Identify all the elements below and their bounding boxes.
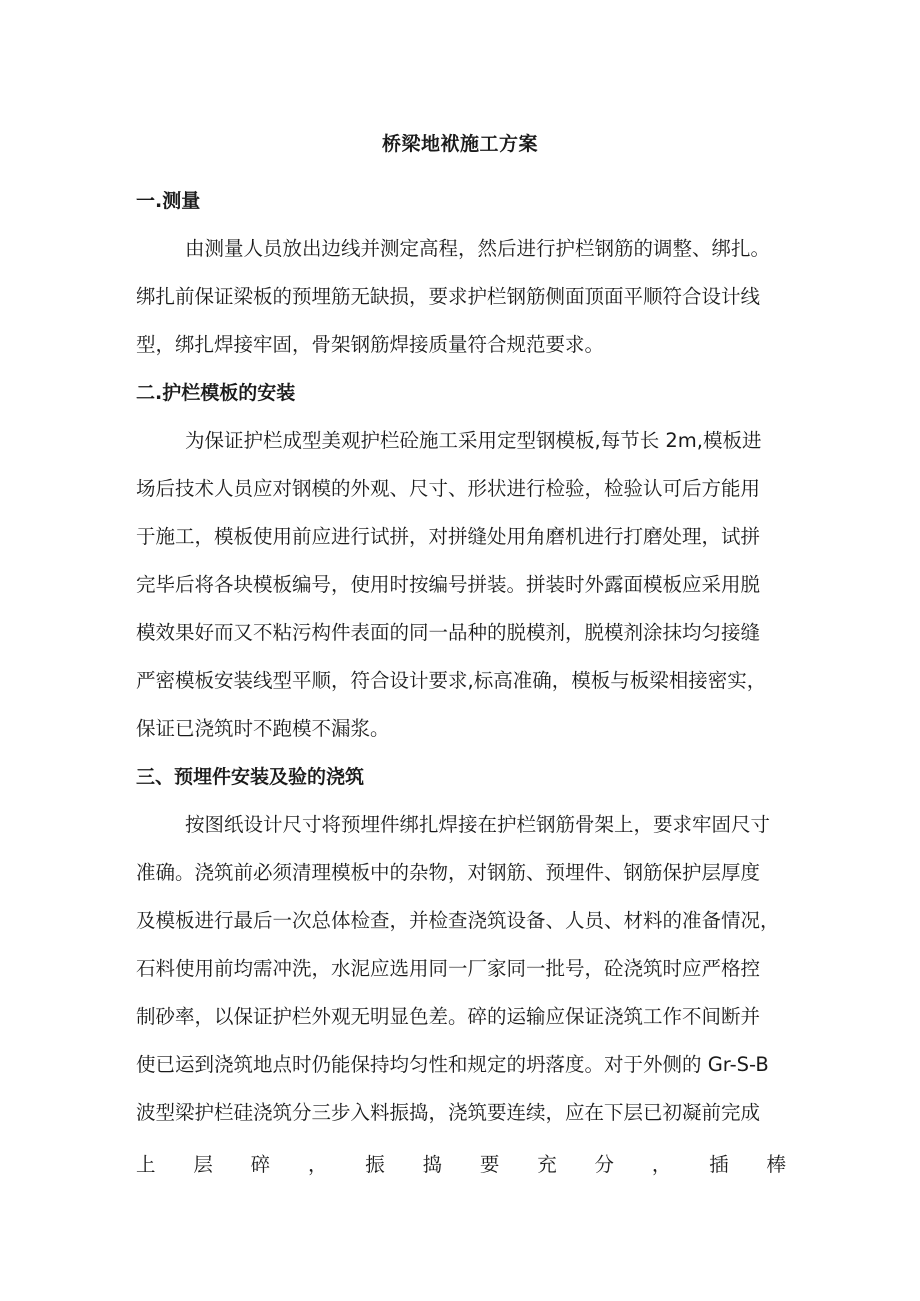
line-char: 振 xyxy=(365,1153,385,1176)
line-char: 充 xyxy=(537,1153,557,1176)
line-char: 分 xyxy=(594,1153,615,1176)
line-char: 要 xyxy=(479,1153,500,1176)
justified-last-line xyxy=(136,1152,786,1178)
paragraph-line: 由测量人员放出边线并测定高程，然后进行护栏钢筋的调整、绑扎。 xyxy=(185,237,771,260)
paragraph-line: 完毕后将各块模板编号，使用时按编号拼装。拼装时外露面模板应采用脱 xyxy=(136,573,761,596)
paragraph-line: 严密模板安装线型平顺，符合设计要求,标高准确，模板与板梁相接密实， xyxy=(136,669,767,692)
line-char: 插 xyxy=(709,1153,729,1176)
line-char: 捣 xyxy=(422,1153,443,1176)
line-char: 上 xyxy=(136,1153,156,1176)
paragraph-line: 石料使用前均需冲洗，水泥应选用同一厂家同一批号，砼浇筑时应严格控 xyxy=(136,957,761,980)
paragraph-line: 使已运到浇筑地点时仍能保持均匀性和规定的坍落度。对于外侧的 Gr-S-B xyxy=(136,1053,769,1076)
paragraph-line: 绑扎前保证梁板的预埋筋无缺损，要求护栏钢筋侧面顶面平顺符合设计线 xyxy=(136,285,761,308)
line-char: ， xyxy=(307,1153,328,1176)
line-char: 碎 xyxy=(250,1153,271,1176)
paragraph-line: 波型梁护栏硅浇筑分三步入料振捣，浇筑要连续，应在下层已初凝前完成 xyxy=(136,1101,761,1124)
line-char: 层 xyxy=(193,1153,213,1176)
paragraph-line: 模效果好而又不粘污构件表面的同一品种的脱模剂，脱模剂涂抹均匀接缝 xyxy=(136,621,761,644)
paragraph-line: 准确。浇筑前必须清理模板中的杂物，对钢筋、预埋件、钢筋保护层厚度 xyxy=(136,861,761,884)
section-heading-2: 二.护栏模板的安装 xyxy=(136,382,296,404)
paragraph-line: 型，绑扎焊接牢固，骨架钢筋焊接质量符合规范要求。 xyxy=(136,333,605,356)
paragraph-line: 于施工，模板使用前应进行试拼，对拼缝处用角磨机进行打磨处理，试拼 xyxy=(136,525,761,548)
section-heading-1: 一.测量 xyxy=(136,190,201,212)
paragraph-line: 保证已浇筑时不跑模不漏浆。 xyxy=(136,717,390,740)
paragraph-line: 及模板进行最后一次总体检查，并检查浇筑设备、人员、材料的准备情况， xyxy=(136,909,780,932)
paragraph-line: 按图纸设计尺寸将预埋件绑扎焊接在护栏钢筋骨架上，要求牢固尺寸 xyxy=(185,813,771,836)
line-char: ， xyxy=(651,1153,672,1176)
document-title: 桥梁地袱施工方案 xyxy=(381,133,538,155)
paragraph-line: 场后技术人员应对钢模的外观、尺寸、形状进行检验，检验认可后方能用 xyxy=(136,477,761,500)
paragraph-line: 制砂率，以保证护栏外观无明显色差。碎的运输应保证浇筑工作不间断并 xyxy=(136,1005,761,1028)
paragraph-line: 为保证护栏成型美观护栏砼施工采用定型钢模板,每节长 2m,模板进 xyxy=(185,429,762,452)
line-char: 棒 xyxy=(766,1153,786,1176)
section-heading-3: 三、预埋件安装及验的浇筑 xyxy=(136,766,365,788)
